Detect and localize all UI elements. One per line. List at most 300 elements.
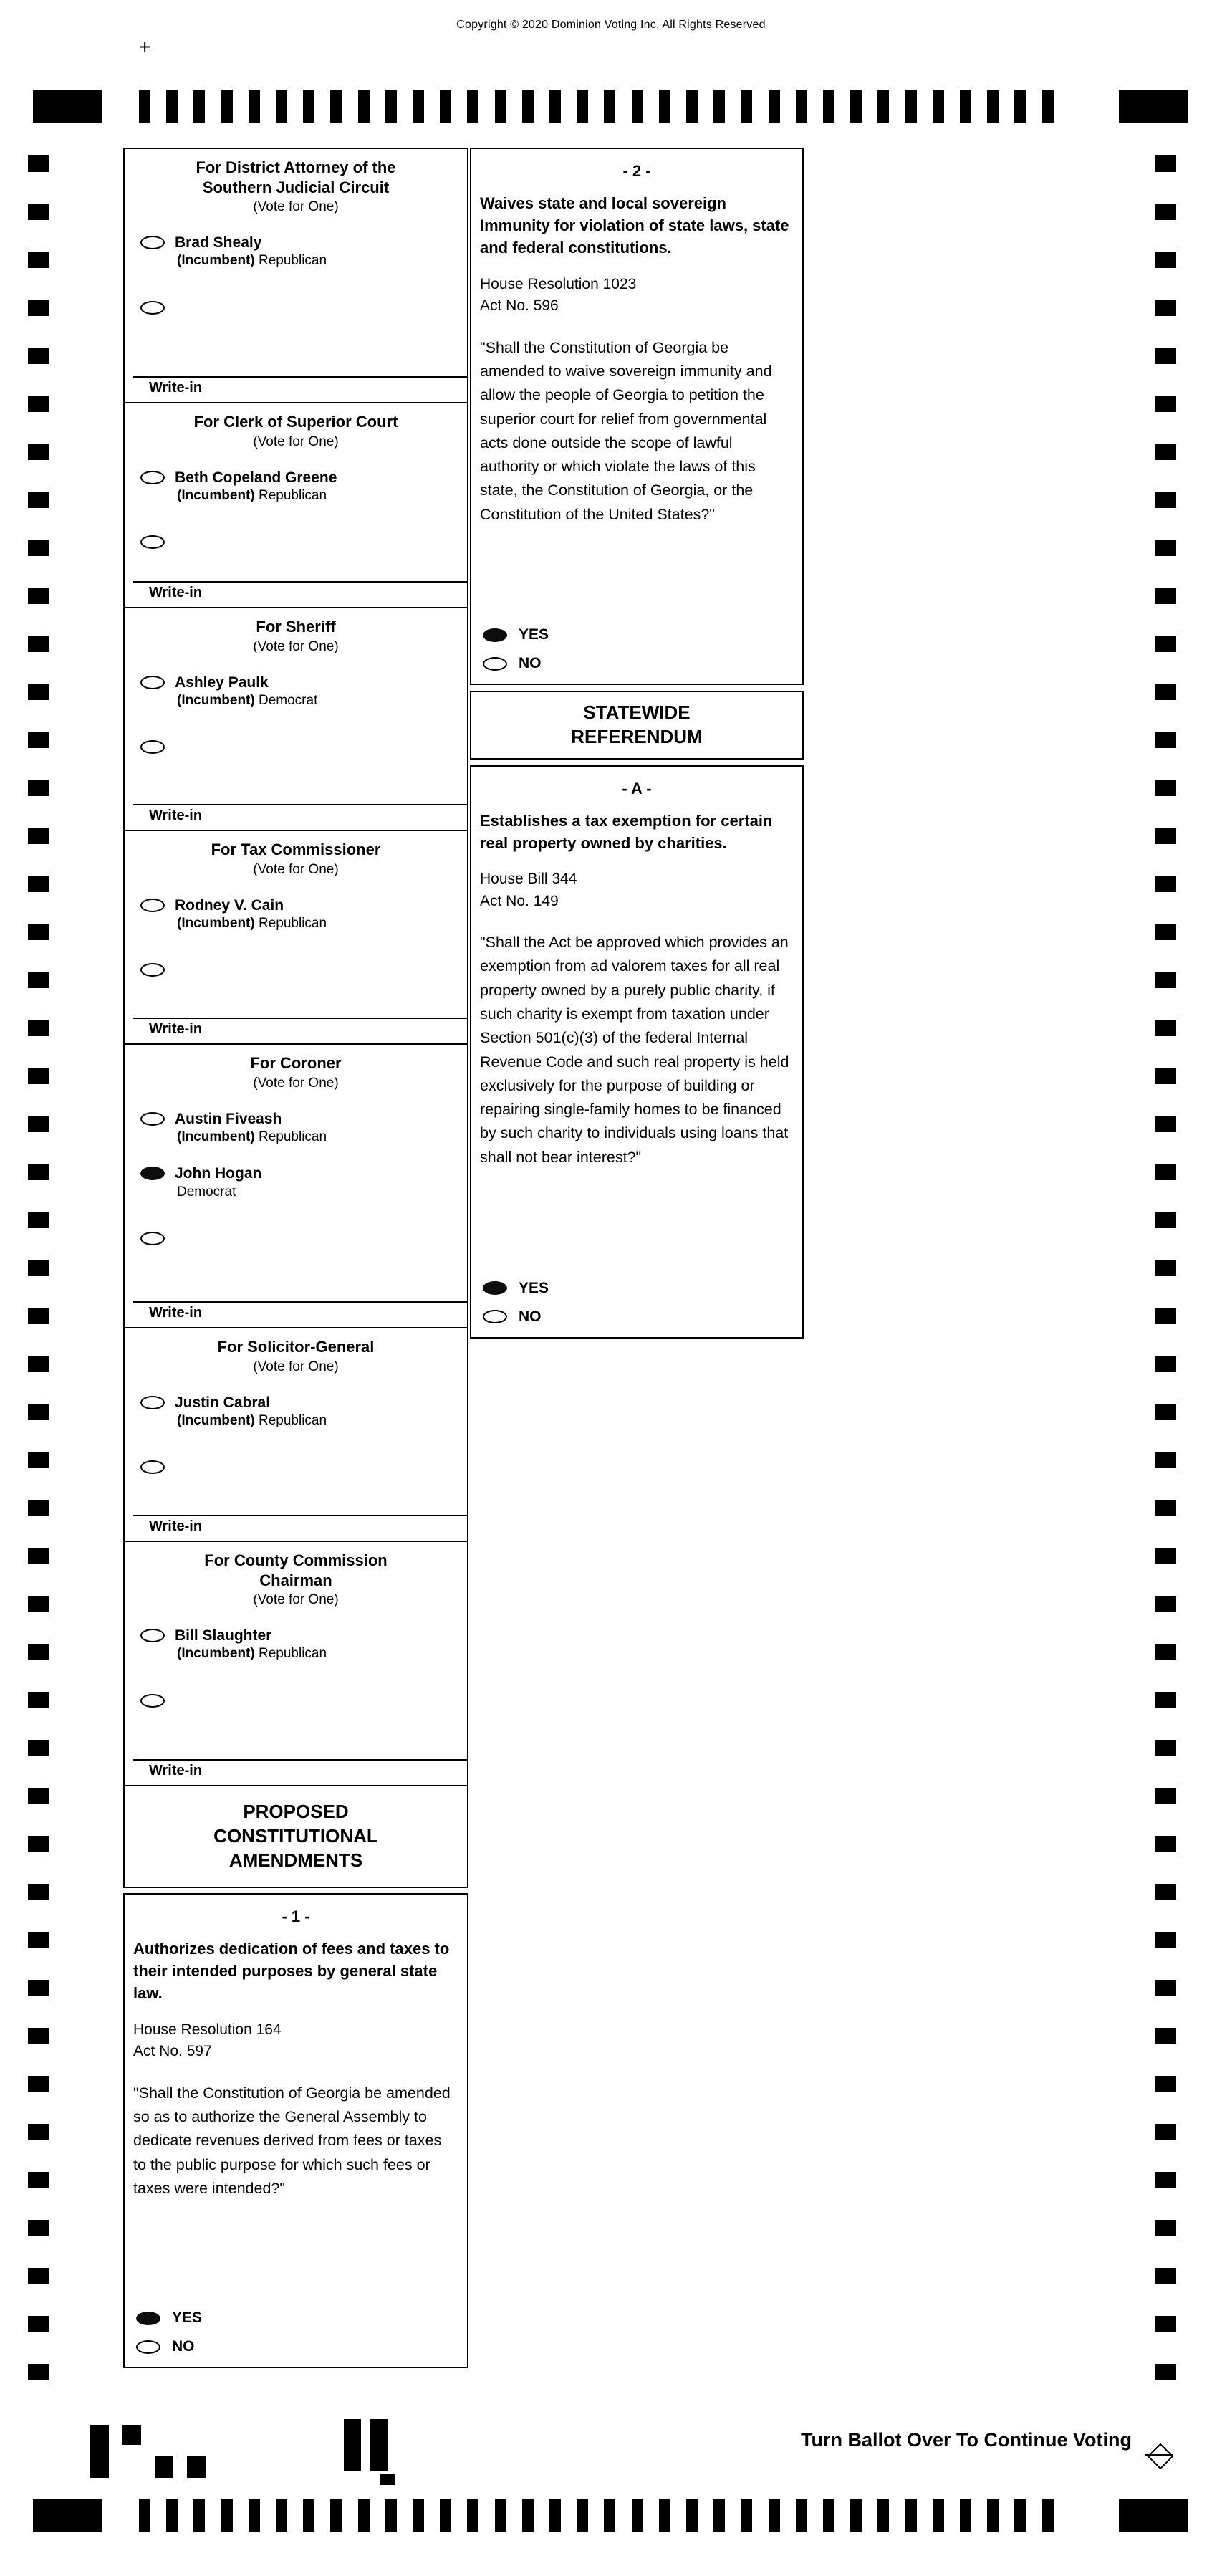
contest-title-line: Chairman [259, 1571, 332, 1589]
candidate-option [125, 1091, 467, 1146]
timing-mark [877, 2499, 889, 2532]
bubble-filled-icon[interactable] [140, 1167, 165, 1180]
contest-title [125, 149, 467, 197]
timing-mark [1014, 90, 1026, 123]
measure-bill [480, 274, 794, 317]
measure-section [470, 765, 804, 1339]
timing-mark [28, 2124, 49, 2140]
timing-mark [28, 636, 49, 652]
registration-plus-mark: + [139, 36, 151, 58]
timing-mark [28, 1356, 49, 1372]
bubble-icon[interactable] [140, 1629, 165, 1642]
candidate-option [125, 1375, 467, 1430]
timing-mark [28, 924, 49, 940]
timing-mark [632, 2499, 643, 2532]
timing-mark [1155, 348, 1176, 364]
write-in-label: Write-in [149, 1021, 203, 1037]
write-in-option [125, 1201, 467, 1245]
barcode-mark [90, 2425, 109, 2478]
timing-mark [28, 540, 49, 556]
measure-question: "Shall the Act be approved which provides an exemption from ad valorem taxes for all real property owned by a purely public charity, if such charity is exempt from taxation under Section 501(c)(3) of the federal Internal Revenue Code and such real property is held exclusively for the purpose of building or repairing single-family homes to be financed by such charity to individuals using loans that shall not bear interest?" [480, 933, 789, 1166]
timing-mark [1155, 588, 1176, 604]
timing-mark [28, 348, 49, 364]
candidate-name: Bill Slaughter [175, 1627, 272, 1644]
bubble-icon[interactable] [140, 535, 165, 549]
timing-mark [1155, 1692, 1176, 1708]
candidate-info [175, 1394, 327, 1430]
timing-mark [193, 90, 205, 123]
contest-title-line: For Coroner [250, 1054, 342, 1072]
timing-mark [28, 828, 49, 844]
timing-mark [659, 2499, 670, 2532]
timing-mark [1155, 2316, 1176, 2332]
bubble-icon[interactable] [483, 1310, 507, 1323]
candidate-name: Beth Copeland Greene [175, 469, 337, 486]
contest-section [123, 1541, 468, 1786]
timing-mark [632, 90, 643, 123]
candidate-name: Rodney V. Cain [175, 896, 284, 914]
timing-mark [905, 90, 917, 123]
timing-mark [1155, 876, 1176, 892]
candidate-info [175, 1627, 327, 1663]
bubble-icon[interactable] [140, 899, 165, 912]
timing-mark [1155, 636, 1176, 652]
timing-mark [28, 155, 49, 172]
timing-mark [28, 684, 49, 700]
section-header [123, 1785, 468, 1888]
timing-mark [1155, 1116, 1176, 1132]
no-option [480, 1308, 794, 1326]
incumbent-label: (Incumbent) [177, 487, 255, 503]
timing-mark [1155, 1596, 1176, 1612]
vote-instruction: (Vote for One) [253, 861, 339, 877]
bubble-icon[interactable] [136, 2340, 160, 2354]
no-option [480, 655, 794, 672]
timing-mark [330, 90, 342, 123]
incumbent-label: (Incumbent) [177, 1412, 255, 1428]
timing-mark [440, 90, 451, 123]
timing-mark [1155, 1452, 1176, 1468]
barcode-mark [155, 2456, 173, 2478]
party-label: Democrat [259, 692, 318, 708]
contest-title [125, 1542, 467, 1590]
ballot-column-right [470, 148, 804, 1339]
timing-mark [1155, 1020, 1176, 1036]
contest-section [123, 148, 468, 403]
timing-mark [1155, 252, 1176, 268]
candidate-party [177, 1128, 327, 1146]
timing-mark [1155, 1500, 1176, 1516]
timing-mark [850, 2499, 862, 2532]
timing-marks-top [0, 90, 1222, 123]
timing-mark [850, 90, 862, 123]
timing-mark [1155, 1548, 1176, 1564]
timing-mark [467, 90, 478, 123]
timing-mark [249, 90, 260, 123]
timing-mark [28, 1836, 49, 1852]
timing-mark [1155, 1356, 1176, 1372]
candidate-party [177, 487, 337, 505]
candidate-name: John Hogan [175, 1165, 262, 1182]
timing-mark [166, 2499, 178, 2532]
measure-bill-line: House Resolution 164 [133, 2021, 282, 2038]
section-header-line: AMENDMENTS [228, 1849, 363, 1871]
timing-mark [741, 90, 752, 123]
timing-mark [987, 2499, 999, 2532]
party-label: Republican [259, 487, 327, 503]
party-label: Republican [259, 915, 327, 931]
timing-mark [1155, 444, 1176, 460]
timing-mark [1155, 492, 1176, 508]
timing-mark [933, 2499, 944, 2532]
timing-mark [166, 90, 178, 123]
contest-title [125, 1045, 467, 1073]
timing-mark [1155, 1980, 1176, 1996]
contest-title [125, 403, 467, 432]
timing-marks-right [1155, 0, 1179, 2576]
timing-mark [1155, 540, 1176, 556]
measure-question: "Shall the Constitution of Georgia be amended so as to authorize the General Assembly to dedicate revenues derived from fees or taxes to the public purpose for which such fees or taxes were intended?" [133, 2084, 451, 2197]
vote-instruction: (Vote for One) [253, 199, 339, 214]
timing-mark [987, 90, 999, 123]
timing-mark [604, 90, 615, 123]
measure-bill-line: Act No. 149 [480, 892, 559, 909]
timing-mark [28, 1308, 49, 1324]
timing-mark [1155, 396, 1176, 412]
timing-mark [28, 492, 49, 508]
timing-mark [28, 1692, 49, 1708]
timing-mark [28, 252, 49, 268]
contest-section [123, 1327, 468, 1542]
candidate-option [125, 1146, 467, 1201]
contest-title-line: For District Attorney of the [196, 158, 396, 176]
timing-mark [1014, 2499, 1026, 2532]
bubble-icon[interactable] [140, 1112, 165, 1126]
timing-mark [686, 2499, 698, 2532]
measure-bill-line: House Resolution 1023 [480, 275, 637, 292]
timing-mark [28, 1740, 49, 1756]
candidate-info [175, 234, 327, 270]
timing-mark [358, 2499, 370, 2532]
timing-mark [1155, 155, 1176, 172]
write-in-area [125, 352, 467, 398]
candidate-info [175, 469, 337, 505]
timing-mark [28, 1500, 49, 1516]
timing-mark [796, 2499, 807, 2532]
measure-summary: Establishes a tax exemption for certain real property owned by charities. [480, 811, 773, 852]
timing-mark [28, 1884, 49, 1900]
contest-title-line: For Solicitor-General [217, 1338, 375, 1356]
party-label: Republican [259, 1412, 327, 1428]
timing-mark [330, 2499, 342, 2532]
contest-title-line: Southern Judicial Circuit [202, 178, 390, 196]
bubble-icon[interactable] [140, 963, 165, 977]
timing-mark [303, 90, 314, 123]
timing-mark [769, 2499, 780, 2532]
timing-mark [1155, 1740, 1176, 1756]
timing-mark [28, 1260, 49, 1276]
timing-mark [960, 90, 971, 123]
bubble-icon[interactable] [140, 471, 165, 484]
contest-section [123, 607, 468, 831]
timing-mark [467, 2499, 478, 2532]
timing-mark [413, 2499, 424, 2532]
timing-mark [1155, 2076, 1176, 2092]
timing-mark [686, 90, 698, 123]
measure-summary: Authorizes dedication of fees and taxes to their intended purposes by general state law. [133, 1940, 450, 2003]
barcode-mark [380, 2474, 395, 2485]
no-option [133, 2338, 458, 2355]
timing-mark [1155, 2124, 1176, 2140]
timing-mark [28, 1404, 49, 1420]
timing-mark [221, 90, 233, 123]
party-label: Democrat [177, 1184, 236, 1200]
timing-mark [1155, 972, 1176, 988]
bubble-icon[interactable] [140, 1460, 165, 1474]
measure-bill-line: House Bill 344 [480, 871, 577, 888]
timing-mark [28, 972, 49, 988]
candidate-option [125, 878, 467, 933]
timing-mark [549, 2499, 561, 2532]
contest-title [125, 608, 467, 637]
timing-mark [1155, 1836, 1176, 1852]
measure-options [480, 608, 794, 672]
timing-mark [28, 2364, 49, 2380]
timing-mark [28, 1788, 49, 1804]
timing-mark [769, 90, 780, 123]
write-in-label: Write-in [149, 585, 203, 600]
turn-ballot-over-text: Turn Ballot Over To Continue Voting [801, 2429, 1132, 2451]
timing-mark [28, 204, 49, 220]
timing-mark [385, 2499, 397, 2532]
contest-title [125, 1328, 467, 1357]
copyright-text: Copyright © 2020 Dominion Voting Inc. All Rights Reserved [456, 19, 766, 31]
measure-options [133, 2291, 458, 2355]
timing-mark [1155, 1068, 1176, 1084]
timing-mark [905, 2499, 917, 2532]
timing-mark [1155, 1164, 1176, 1180]
incumbent-label: (Incumbent) [177, 1646, 255, 1662]
timing-mark [28, 1068, 49, 1084]
timing-mark [577, 2499, 588, 2532]
section-header-line: STATEWIDE [583, 702, 691, 723]
bubble-icon[interactable] [140, 301, 165, 315]
timing-mark [28, 1452, 49, 1468]
bubble-filled-icon[interactable] [483, 1281, 507, 1295]
barcode-mark [122, 2425, 141, 2445]
timing-mark [604, 2499, 615, 2532]
measure-question: "Shall the Constitution of Georgia be amended to waive sovereign immunity and allow the people of Georgia to petition the superior court for relief from governmental acts done outside the scope of lawful authority or which violate the laws of this state, the Constitution of Georgia, or the Constitution of the United States?" [480, 338, 772, 523]
write-in-option [125, 1430, 467, 1474]
measure-bill [133, 2019, 458, 2063]
write-in-option [125, 270, 467, 315]
incumbent-label: (Incumbent) [177, 1129, 255, 1144]
bubble-icon[interactable] [140, 1396, 165, 1409]
timing-mark [659, 90, 670, 123]
yes-option [480, 1280, 794, 1297]
candidate-info [175, 1110, 327, 1146]
bubble-icon[interactable] [140, 236, 165, 249]
measure-section [123, 1893, 468, 2368]
section-header-line: PROPOSED [243, 1801, 349, 1823]
contest-title-line: For County Commission [204, 1551, 388, 1569]
timing-mark [28, 2316, 49, 2332]
measure-number: - 1 - [282, 1907, 310, 1925]
measure-bill [480, 868, 794, 912]
contest-section [123, 830, 468, 1045]
timing-mark [276, 90, 287, 123]
contest-title [125, 831, 467, 860]
candidate-name: Brad Shealy [175, 234, 262, 251]
write-in-label: Write-in [149, 1763, 203, 1778]
timing-mark [1155, 1644, 1176, 1660]
candidate-option [125, 215, 467, 270]
candidate-party [177, 1183, 261, 1202]
timing-mark [522, 90, 534, 123]
timing-mark [1155, 732, 1176, 748]
timing-mark [1155, 2220, 1176, 2236]
option-label: YES [172, 2309, 203, 2326]
timing-mark [28, 2028, 49, 2044]
timing-mark [1155, 924, 1176, 940]
barcode-mark [370, 2419, 388, 2471]
measure-number: - A - [622, 779, 652, 798]
vote-instruction: (Vote for One) [253, 1359, 339, 1374]
candidate-info [175, 1164, 261, 1201]
timing-mark [193, 2499, 205, 2532]
write-in-area [125, 780, 467, 825]
timing-mark [1155, 2172, 1176, 2188]
incumbent-label: (Incumbent) [177, 915, 255, 931]
measure-number: - 2 - [622, 162, 651, 180]
candidate-party [177, 691, 317, 710]
party-label: Republican [259, 1646, 327, 1662]
timing-mark [1155, 1884, 1176, 1900]
timing-mark [796, 90, 807, 123]
timing-mark [577, 90, 588, 123]
timing-mark [1155, 1788, 1176, 1804]
candidate-info [175, 674, 317, 710]
bubble-icon[interactable] [140, 740, 165, 754]
candidate-option [125, 450, 467, 505]
contest-title-line: For Sheriff [256, 618, 336, 636]
timing-mark [276, 2499, 287, 2532]
timing-mark [249, 2499, 260, 2532]
bubble-filled-icon[interactable] [136, 2312, 160, 2325]
timing-mark [1155, 2268, 1176, 2284]
timing-mark [1155, 1212, 1176, 1228]
measure-options [480, 1261, 794, 1326]
timing-mark [440, 2499, 451, 2532]
timing-mark [139, 2499, 150, 2532]
timing-mark [28, 2172, 49, 2188]
bubble-icon[interactable] [483, 657, 507, 671]
candidate-name: Ashley Paulk [175, 674, 269, 691]
candidate-name: Justin Cabral [175, 1394, 271, 1411]
timing-mark [1155, 300, 1176, 316]
timing-mark [28, 1212, 49, 1228]
yes-option [133, 2309, 458, 2327]
barcode-mark [344, 2419, 361, 2471]
write-in-option [125, 709, 467, 754]
timing-mark [1155, 1260, 1176, 1276]
candidate-party [177, 914, 327, 933]
timing-mark [28, 300, 49, 316]
contest-section [123, 402, 468, 608]
contest-title-line: For Tax Commissioner [211, 841, 381, 858]
yes-option [480, 626, 794, 643]
timing-marks-bottom [0, 2499, 1222, 2532]
write-in-label: Write-in [149, 1305, 203, 1321]
timing-mark [1155, 1404, 1176, 1420]
option-label: NO [519, 1308, 542, 1325]
bubble-icon[interactable] [140, 1694, 165, 1708]
timing-mark [28, 396, 49, 412]
contest-section [123, 1043, 468, 1328]
write-in-area [125, 1490, 467, 1536]
timing-mark [1042, 2499, 1054, 2532]
vote-instruction: (Vote for One) [253, 1592, 339, 1607]
vote-instruction: (Vote for One) [253, 434, 339, 449]
timing-mark [1155, 828, 1176, 844]
write-in-option [125, 504, 467, 549]
section-header-line: CONSTITUTIONAL [213, 1825, 378, 1847]
measure-summary: Waives state and local sovereign Immunity for violation of state laws, state and federal constitutions. [480, 194, 789, 257]
write-in-option [125, 1663, 467, 1708]
timing-mark [28, 1644, 49, 1660]
timing-mark [1155, 2364, 1176, 2380]
timing-mark [28, 1548, 49, 1564]
candidate-option [125, 655, 467, 710]
bubble-icon[interactable] [140, 676, 165, 689]
measure-bill-line: Act No. 597 [133, 2043, 212, 2060]
timing-mark [28, 732, 49, 748]
option-label: YES [519, 626, 549, 643]
candidate-party [177, 1644, 327, 1663]
timing-mark [413, 90, 424, 123]
write-in-option [125, 932, 467, 977]
candidate-info [175, 896, 327, 933]
timing-mark [713, 90, 725, 123]
contest-title-line: For Clerk of Superior Court [193, 413, 398, 431]
timing-mark [28, 1020, 49, 1036]
timing-mark [385, 90, 397, 123]
vote-instruction: (Vote for One) [253, 638, 339, 654]
party-label: Republican [259, 1129, 327, 1144]
timing-marks-left [28, 0, 52, 2576]
timing-mark [1155, 1308, 1176, 1324]
measure-bill-line: Act No. 596 [480, 297, 559, 315]
candidate-party [177, 1412, 327, 1430]
timing-mark [28, 1980, 49, 1996]
timing-mark [933, 90, 944, 123]
timing-mark [28, 2076, 49, 2092]
timing-mark [1155, 2028, 1176, 2044]
section-header [470, 691, 804, 760]
bubble-filled-icon[interactable] [483, 628, 507, 642]
timing-mark [823, 2499, 834, 2532]
timing-mark [823, 90, 834, 123]
timing-mark [28, 1596, 49, 1612]
bubble-icon[interactable] [140, 1232, 165, 1245]
measure-section [470, 148, 804, 685]
write-in-area [125, 1735, 467, 1781]
timing-mark [28, 1164, 49, 1180]
option-label: NO [172, 2338, 195, 2355]
barcode-mark [187, 2456, 206, 2478]
timing-mark [28, 588, 49, 604]
timing-mark [877, 90, 889, 123]
